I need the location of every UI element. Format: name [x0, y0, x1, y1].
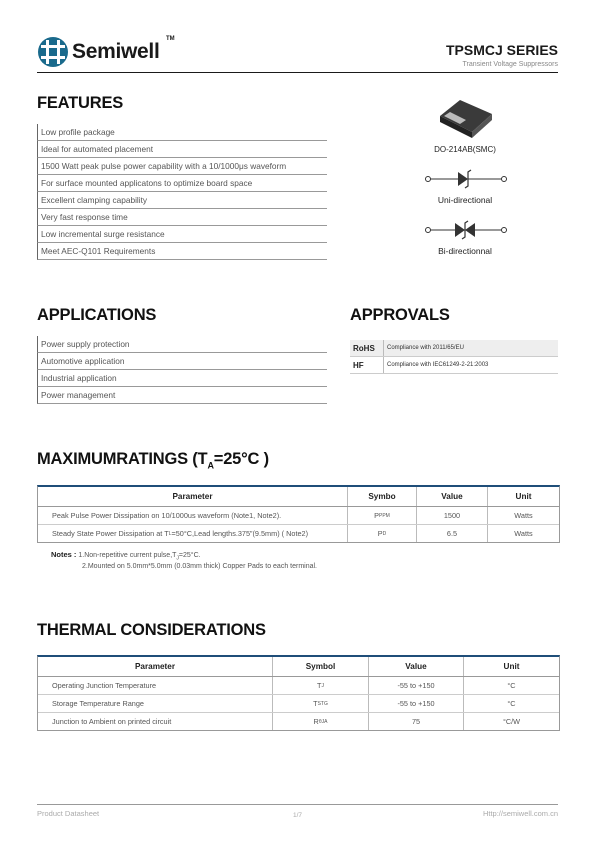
footer-url[interactable]: Http://semiwell.com.cn — [482, 809, 558, 818]
uni-directional-label: Uni-directional — [437, 195, 493, 205]
list-item: Very fast response time — [37, 209, 327, 226]
value-cell: 75 — [369, 713, 464, 730]
table-row — [38, 713, 559, 730]
approval-key: RoHS — [353, 343, 375, 353]
param-cell: Peak Pulse Power Dissipation on 10/1000us waveform (Note1, Note2). — [38, 507, 348, 524]
param-cell: Storage Temperature Range — [38, 695, 273, 712]
smc-package-icon — [432, 94, 498, 142]
symbol-cell: T STG — [273, 695, 369, 712]
trademark: TM — [166, 36, 175, 42]
list-item: Low incremental surge resistance — [37, 226, 327, 243]
header-rule — [37, 72, 558, 73]
symbol-cell: T J — [273, 677, 369, 694]
param-cell: Steady State Power Dissipation at T L =50°C,Lead lengths.375”(9.5mm) ( Note2) — [38, 525, 348, 542]
table-row — [38, 695, 559, 713]
applications-list — [37, 336, 327, 404]
features-list — [37, 124, 327, 260]
notes-line-2: 2.Mounted on 5.0mm*5.0mm (0.03mm thick) Copper Pads to each terminal. — [82, 563, 317, 570]
list-item: 1500 Watt peak pulse power capability with a 10/1000μs waveform — [37, 158, 327, 175]
value-cell: 6.5 — [417, 525, 488, 542]
max-ratings-table — [37, 485, 560, 543]
approval-key: HF — [353, 360, 364, 370]
list-item: Automotive application — [37, 353, 327, 370]
table-header — [38, 487, 559, 507]
unit-cell: °C — [507, 699, 516, 708]
features-title: FEATURES — [37, 94, 124, 112]
symbol-cell: P PPM — [348, 507, 417, 524]
list-item: Meet AEC-Q101 Requirements — [37, 243, 327, 260]
brand-name: Semiwell — [72, 40, 160, 63]
approval-row — [350, 340, 558, 357]
column-header: Value — [369, 657, 464, 676]
value-cell: -55 to +150 — [369, 695, 464, 712]
table-row — [38, 525, 559, 542]
list-item: Power management — [37, 387, 327, 404]
column-header: Symbol — [273, 657, 369, 676]
unit-cell: Watts — [514, 511, 533, 520]
list-item: Excellent clamping capability — [37, 192, 327, 209]
value-cell: -55 to +150 — [369, 677, 464, 694]
table-header — [38, 657, 559, 677]
list-item: Low profile package — [37, 124, 327, 141]
footer-rule — [37, 804, 558, 805]
page-number: 1/7 — [293, 812, 303, 819]
approval-value: Compliance with IEC61249-2-21:2003 — [383, 357, 558, 373]
approval-value: Compliance with 2011/65/EU — [383, 340, 558, 356]
symbol-cell: R θJA — [273, 713, 369, 730]
approvals-title: APPROVALS — [350, 306, 450, 324]
column-header: Parameter — [38, 657, 273, 676]
series-subtitle: Transient Voltage Suppressors — [462, 61, 558, 68]
list-item: Ideal for automated placement — [37, 141, 327, 158]
column-header: Symbo — [348, 487, 417, 506]
list-item: For surface mounted applicatons to optimize board space — [37, 175, 327, 192]
column-header: Unit — [503, 662, 520, 671]
symbol-cell: P D — [348, 525, 417, 542]
table-row — [38, 507, 559, 525]
column-header: Unit — [515, 492, 532, 501]
bi-directional-diode-icon — [424, 219, 508, 241]
series-title: TPSMCJ SERIES — [445, 42, 558, 58]
package-name: DO-214AB(SMC) — [434, 145, 496, 154]
footer-left: Product Datasheet — [37, 809, 100, 818]
column-header: Parameter — [38, 487, 348, 506]
list-item: Industrial application — [37, 370, 327, 387]
thermal-table — [37, 655, 560, 731]
uni-directional-diode-icon — [424, 168, 508, 190]
column-header: Value — [417, 487, 488, 506]
param-cell: Operating Junction Temperature — [38, 677, 273, 694]
notes-line-1: Notes : 1.Non-repetitive current $pulse,T_J=25^\circ C$. — [51, 550, 201, 562]
approval-row — [350, 357, 558, 374]
unit-cell: °C/W — [502, 717, 521, 726]
max-ratings-title: MAXIMUMRATINGS ($T_A=25^\circ C$ ) — [37, 450, 269, 471]
value-cell: 1500 — [417, 507, 488, 524]
param-cell: Junction to Ambient on printed circuit — [38, 713, 273, 730]
semiwell-logo-icon — [37, 36, 69, 68]
approvals-table — [350, 340, 558, 374]
unit-cell: °C — [507, 681, 516, 690]
applications-title: APPLICATIONS — [37, 306, 157, 324]
thermal-title: THERMAL CONSIDERATIONS — [37, 621, 266, 639]
unit-cell: Watts — [514, 529, 533, 538]
list-item: Power supply protection — [37, 336, 327, 353]
table-row — [38, 677, 559, 695]
bi-directional-label: Bi-directionnal — [438, 246, 492, 256]
